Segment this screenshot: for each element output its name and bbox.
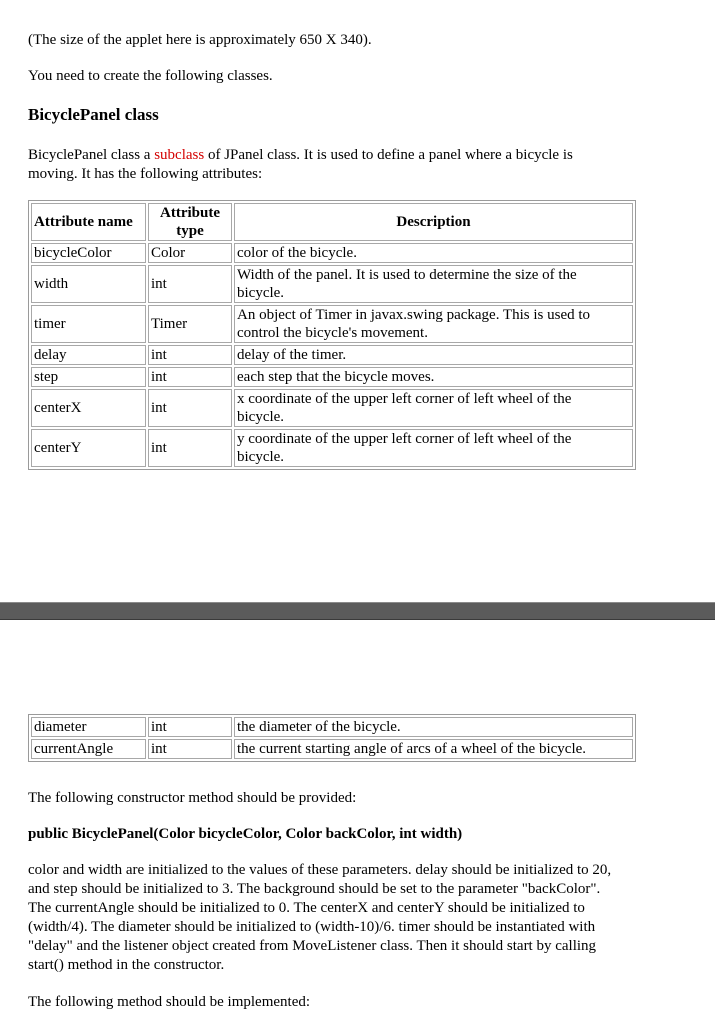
page-break-divider	[0, 602, 715, 620]
method-intro: The following method should be implemented:	[28, 994, 311, 1010]
attribute-type-cell: Color	[148, 243, 232, 263]
attribute-type-cell: int	[148, 429, 232, 467]
attribute-type-cell: int	[148, 739, 232, 759]
attribute-description-cell: the current starting angle of arcs of a wheel of the bicycle.	[234, 739, 633, 759]
table-row	[31, 243, 633, 263]
create-classes-text: You need to create the following classes.	[28, 68, 273, 84]
attribute-name-cell: currentAngle	[31, 739, 146, 759]
table-row	[31, 389, 633, 427]
attribute-name-cell: width	[31, 265, 146, 303]
applet-size-note: (The size of the applet here is approximately 650 X 340).	[28, 32, 372, 48]
attribute-type-cell: int	[148, 717, 232, 737]
header-description: Description	[234, 203, 633, 241]
constructor-intro: The following constructor method should be provided:	[28, 790, 357, 806]
description-text-cont: of JPanel class. It is used to define a panel where a bicycle is	[204, 147, 573, 163]
attribute-description-cell: color of the bicycle.	[234, 243, 633, 263]
attribute-name-cell: step	[31, 367, 146, 387]
attribute-type-cell: int	[148, 345, 232, 365]
class-heading: BicyclePanel class	[28, 105, 159, 124]
constructor-description: color and width are initialized to the values of these parameters. delay should be initialized to 20, and step should be initialized to 3. The background should be set to the parameter "backColor". The currentAngle should be initialized to 0. The centerX and centerY should be initialized to (width/4). The diameter should be initialized to (width-10)/6. timer should be instantiated with "delay" and the listener object created from MoveListener class. Then it should start by calling start() method in the constructor.	[28, 862, 612, 973]
table-header-row	[31, 203, 633, 241]
attribute-type-cell: Timer	[148, 305, 232, 343]
description-text-line2: moving. It has the following attributes:	[28, 166, 263, 182]
attribute-name-cell: bicycleColor	[31, 243, 146, 263]
attribute-description-cell: each step that the bicycle moves.	[234, 367, 633, 387]
attribute-description-cell: An object of Timer in javax.swing package. This is used to control the bicycle's movement.	[234, 305, 633, 343]
header-attribute-name: Attribute name	[31, 203, 146, 241]
description-text: BicyclePanel class a	[28, 147, 155, 163]
table-row	[31, 367, 633, 387]
attribute-description-cell: delay of the timer.	[234, 345, 633, 365]
attribute-name-cell: timer	[31, 305, 146, 343]
attribute-name-cell: diameter	[31, 717, 146, 737]
attribute-description-cell: x coordinate of the upper left corner of left wheel of the bicycle.	[234, 389, 633, 427]
table-row	[31, 305, 633, 343]
constructor-signature: public BicyclePanel(Color bicycleColor, Color backColor, int width)	[28, 826, 463, 842]
attribute-type-cell: int	[148, 265, 232, 303]
table-row	[31, 739, 633, 759]
attributes-table	[28, 200, 636, 470]
class-description	[28, 146, 573, 184]
table-row	[31, 717, 633, 737]
attribute-name-cell: delay	[31, 345, 146, 365]
attributes-table-continued	[28, 714, 636, 762]
attribute-name-cell: centerX	[31, 389, 146, 427]
attribute-name-cell: centerY	[31, 429, 146, 467]
subclass-link[interactable]: subclass	[154, 147, 205, 163]
table-row	[31, 429, 633, 467]
attribute-description-cell: y coordinate of the upper left corner of left wheel of the bicycle.	[234, 429, 633, 467]
table-row	[31, 345, 633, 365]
table-row	[31, 265, 633, 303]
attribute-type-cell: int	[148, 389, 232, 427]
attribute-type-cell: int	[148, 367, 232, 387]
attribute-description-cell: the diameter of the bicycle.	[234, 717, 633, 737]
header-attribute-type: Attribute type	[148, 203, 232, 241]
attribute-description-cell: Width of the panel. It is used to determine the size of the bicycle.	[234, 265, 633, 303]
